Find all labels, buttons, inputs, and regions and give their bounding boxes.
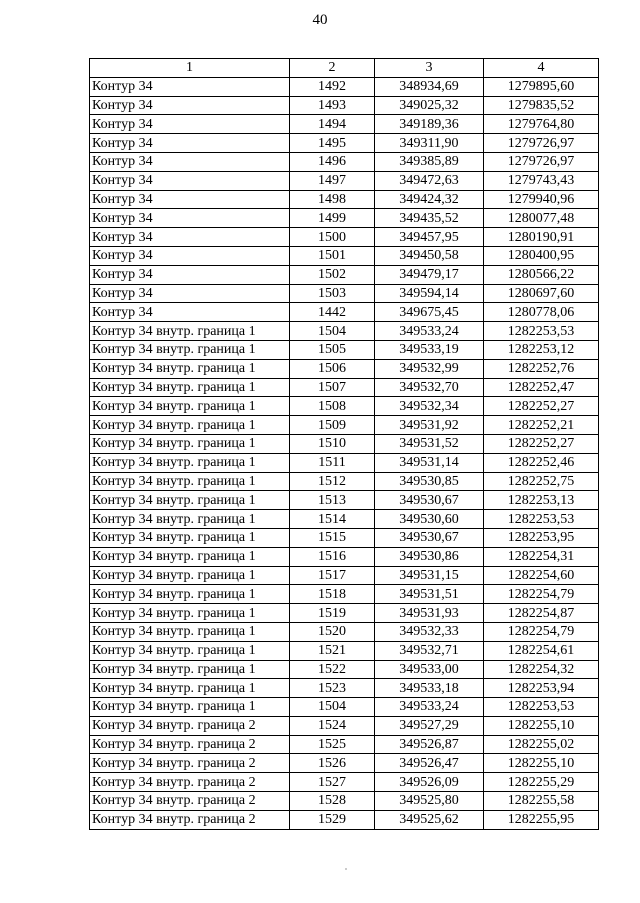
contour-name-cell: Контур 34 внутр. граница 1 — [90, 416, 290, 435]
table-row — [90, 754, 599, 773]
x-coordinate-cell: 349533,24 — [375, 322, 484, 341]
x-coordinate-cell: 349472,63 — [375, 171, 484, 190]
contour-name-cell: Контур 34 внутр. граница 1 — [90, 397, 290, 416]
scan-artifact — [345, 868, 347, 870]
table-body — [90, 77, 599, 829]
x-coordinate-cell: 349525,80 — [375, 792, 484, 811]
point-number-cell: 1498 — [290, 190, 375, 209]
contour-name-cell: Контур 34 внутр. граница 1 — [90, 322, 290, 341]
table-row — [90, 397, 599, 416]
x-coordinate-cell: 349385,89 — [375, 152, 484, 171]
point-number-cell: 1499 — [290, 209, 375, 228]
point-number-cell: 1513 — [290, 491, 375, 510]
contour-name-cell: Контур 34 внутр. граница 1 — [90, 585, 290, 604]
table-row — [90, 472, 599, 491]
y-coordinate-cell: 1282254,79 — [484, 585, 599, 604]
point-number-cell: 1515 — [290, 528, 375, 547]
contour-name-cell: Контур 34 — [90, 228, 290, 247]
y-coordinate-cell: 1282254,87 — [484, 604, 599, 623]
x-coordinate-cell: 349532,70 — [375, 378, 484, 397]
point-number-cell: 1523 — [290, 679, 375, 698]
contour-name-cell: Контур 34 внутр. граница 1 — [90, 472, 290, 491]
point-number-cell: 1518 — [290, 585, 375, 604]
y-coordinate-cell: 1280566,22 — [484, 265, 599, 284]
contour-name-cell: Контур 34 внутр. граница 2 — [90, 716, 290, 735]
y-coordinate-cell: 1282252,76 — [484, 359, 599, 378]
point-number-cell: 1510 — [290, 434, 375, 453]
table-row — [90, 340, 599, 359]
table-row — [90, 735, 599, 754]
table-row — [90, 528, 599, 547]
contour-name-cell: Контур 34 — [90, 115, 290, 134]
x-coordinate-cell: 349530,67 — [375, 528, 484, 547]
y-coordinate-cell: 1280778,06 — [484, 303, 599, 322]
point-number-cell: 1519 — [290, 604, 375, 623]
contour-name-cell: Контур 34 внутр. граница 1 — [90, 453, 290, 472]
y-coordinate-cell: 1282254,31 — [484, 547, 599, 566]
y-coordinate-cell: 1282255,10 — [484, 716, 599, 735]
table-row — [90, 77, 599, 96]
y-coordinate-cell: 1279895,60 — [484, 77, 599, 96]
point-number-cell: 1520 — [290, 622, 375, 641]
table-row — [90, 679, 599, 698]
table-row — [90, 416, 599, 435]
contour-name-cell: Контур 34 — [90, 171, 290, 190]
contour-name-cell: Контур 34 внутр. граница 1 — [90, 604, 290, 623]
contour-name-cell: Контур 34 — [90, 246, 290, 265]
x-coordinate-cell: 349526,47 — [375, 754, 484, 773]
x-coordinate-cell: 349450,58 — [375, 246, 484, 265]
x-coordinate-cell: 349435,52 — [375, 209, 484, 228]
x-coordinate-cell: 349530,67 — [375, 491, 484, 510]
contour-name-cell: Контур 34 внутр. граница 1 — [90, 622, 290, 641]
x-coordinate-cell: 349532,99 — [375, 359, 484, 378]
table-row — [90, 604, 599, 623]
point-number-cell: 1509 — [290, 416, 375, 435]
x-coordinate-cell: 349533,24 — [375, 698, 484, 717]
y-coordinate-cell: 1279835,52 — [484, 96, 599, 115]
y-coordinate-cell: 1280400,95 — [484, 246, 599, 265]
table-row — [90, 171, 599, 190]
contour-name-cell: Контур 34 внутр. граница 2 — [90, 735, 290, 754]
x-coordinate-cell: 349530,60 — [375, 510, 484, 529]
contour-name-cell: Контур 34 внутр. граница 1 — [90, 641, 290, 660]
contour-name-cell: Контур 34 — [90, 190, 290, 209]
contour-name-cell: Контур 34 — [90, 96, 290, 115]
point-number-cell: 1529 — [290, 810, 375, 829]
x-coordinate-cell: 349533,19 — [375, 340, 484, 359]
table-row — [90, 115, 599, 134]
y-coordinate-cell: 1282255,29 — [484, 773, 599, 792]
y-coordinate-cell: 1282252,47 — [484, 378, 599, 397]
contour-name-cell: Контур 34 внутр. граница 2 — [90, 810, 290, 829]
contour-name-cell: Контур 34 внутр. граница 1 — [90, 491, 290, 510]
contour-name-cell: Контур 34 внутр. граница 2 — [90, 792, 290, 811]
y-coordinate-cell: 1279743,43 — [484, 171, 599, 190]
contour-name-cell: Контур 34 внутр. граница 1 — [90, 566, 290, 585]
table-row — [90, 641, 599, 660]
header-col-1: 1 — [90, 59, 290, 78]
point-number-cell: 1527 — [290, 773, 375, 792]
contour-name-cell: Контур 34 внутр. граница 1 — [90, 340, 290, 359]
x-coordinate-cell: 349531,92 — [375, 416, 484, 435]
point-number-cell: 1525 — [290, 735, 375, 754]
header-row — [90, 59, 599, 78]
y-coordinate-cell: 1282255,10 — [484, 754, 599, 773]
point-number-cell: 1522 — [290, 660, 375, 679]
table-row — [90, 246, 599, 265]
x-coordinate-cell: 349530,85 — [375, 472, 484, 491]
y-coordinate-cell: 1280190,91 — [484, 228, 599, 247]
header-col-4: 4 — [484, 59, 599, 78]
table-row — [90, 547, 599, 566]
table-row — [90, 134, 599, 153]
contour-name-cell: Контур 34 внутр. граница 1 — [90, 510, 290, 529]
contour-name-cell: Контур 34 внутр. граница 1 — [90, 434, 290, 453]
point-number-cell: 1506 — [290, 359, 375, 378]
point-number-cell: 1512 — [290, 472, 375, 491]
x-coordinate-cell: 349675,45 — [375, 303, 484, 322]
x-coordinate-cell: 349479,17 — [375, 265, 484, 284]
y-coordinate-cell: 1282253,95 — [484, 528, 599, 547]
x-coordinate-cell: 349594,14 — [375, 284, 484, 303]
y-coordinate-cell: 1279764,80 — [484, 115, 599, 134]
table-row — [90, 810, 599, 829]
x-coordinate-cell: 349530,86 — [375, 547, 484, 566]
x-coordinate-cell: 348934,69 — [375, 77, 484, 96]
y-coordinate-cell: 1282252,46 — [484, 453, 599, 472]
table-row — [90, 265, 599, 284]
table-row — [90, 96, 599, 115]
table-header — [90, 59, 599, 78]
point-number-cell: 1528 — [290, 792, 375, 811]
y-coordinate-cell: 1282254,32 — [484, 660, 599, 679]
point-number-cell: 1495 — [290, 134, 375, 153]
x-coordinate-cell: 349531,51 — [375, 585, 484, 604]
point-number-cell: 1504 — [290, 322, 375, 341]
y-coordinate-cell: 1282254,60 — [484, 566, 599, 585]
y-coordinate-cell: 1282253,13 — [484, 491, 599, 510]
table-row — [90, 660, 599, 679]
y-coordinate-cell: 1279726,97 — [484, 152, 599, 171]
point-number-cell: 1511 — [290, 453, 375, 472]
x-coordinate-cell: 349527,29 — [375, 716, 484, 735]
contour-name-cell: Контур 34 внутр. граница 2 — [90, 754, 290, 773]
contour-name-cell: Контур 34 — [90, 303, 290, 322]
y-coordinate-cell: 1282252,27 — [484, 397, 599, 416]
contour-name-cell: Контур 34 — [90, 77, 290, 96]
header-col-2: 2 — [290, 59, 375, 78]
table-row — [90, 359, 599, 378]
point-number-cell: 1507 — [290, 378, 375, 397]
table-row — [90, 190, 599, 209]
contour-name-cell: Контур 34 внутр. граница 1 — [90, 679, 290, 698]
header-col-3: 3 — [375, 59, 484, 78]
point-number-cell: 1492 — [290, 77, 375, 96]
y-coordinate-cell: 1282253,53 — [484, 322, 599, 341]
y-coordinate-cell: 1282252,27 — [484, 434, 599, 453]
table-row — [90, 209, 599, 228]
y-coordinate-cell: 1282252,21 — [484, 416, 599, 435]
point-number-cell: 1526 — [290, 754, 375, 773]
y-coordinate-cell: 1282254,61 — [484, 641, 599, 660]
coordinates-table — [89, 58, 599, 830]
x-coordinate-cell: 349457,95 — [375, 228, 484, 247]
y-coordinate-cell: 1282253,12 — [484, 340, 599, 359]
table-row — [90, 228, 599, 247]
x-coordinate-cell: 349533,18 — [375, 679, 484, 698]
contour-name-cell: Контур 34 внутр. граница 2 — [90, 773, 290, 792]
x-coordinate-cell: 349526,09 — [375, 773, 484, 792]
table-row — [90, 622, 599, 641]
x-coordinate-cell: 349531,52 — [375, 434, 484, 453]
x-coordinate-cell: 349025,32 — [375, 96, 484, 115]
contour-name-cell: Контур 34 внутр. граница 1 — [90, 660, 290, 679]
table-row — [90, 792, 599, 811]
x-coordinate-cell: 349526,87 — [375, 735, 484, 754]
y-coordinate-cell: 1279940,96 — [484, 190, 599, 209]
point-number-cell: 1500 — [290, 228, 375, 247]
point-number-cell: 1517 — [290, 566, 375, 585]
x-coordinate-cell: 349532,33 — [375, 622, 484, 641]
y-coordinate-cell: 1282253,53 — [484, 698, 599, 717]
point-number-cell: 1508 — [290, 397, 375, 416]
contour-name-cell: Контур 34 — [90, 134, 290, 153]
y-coordinate-cell: 1282254,79 — [484, 622, 599, 641]
point-number-cell: 1503 — [290, 284, 375, 303]
point-number-cell: 1494 — [290, 115, 375, 134]
x-coordinate-cell: 349532,34 — [375, 397, 484, 416]
y-coordinate-cell: 1282255,58 — [484, 792, 599, 811]
x-coordinate-cell: 349311,90 — [375, 134, 484, 153]
point-number-cell: 1496 — [290, 152, 375, 171]
point-number-cell: 1505 — [290, 340, 375, 359]
point-number-cell: 1493 — [290, 96, 375, 115]
contour-name-cell: Контур 34 — [90, 209, 290, 228]
point-number-cell: 1521 — [290, 641, 375, 660]
y-coordinate-cell: 1279726,97 — [484, 134, 599, 153]
point-number-cell: 1497 — [290, 171, 375, 190]
x-coordinate-cell: 349532,71 — [375, 641, 484, 660]
table-row — [90, 698, 599, 717]
x-coordinate-cell: 349424,32 — [375, 190, 484, 209]
y-coordinate-cell: 1280077,48 — [484, 209, 599, 228]
table-row — [90, 378, 599, 397]
table-row — [90, 585, 599, 604]
y-coordinate-cell: 1282255,02 — [484, 735, 599, 754]
table-row — [90, 322, 599, 341]
y-coordinate-cell: 1282253,94 — [484, 679, 599, 698]
table-row — [90, 303, 599, 322]
table-row — [90, 453, 599, 472]
contour-name-cell: Контур 34 внутр. граница 1 — [90, 547, 290, 566]
contour-name-cell: Контур 34 внутр. граница 1 — [90, 528, 290, 547]
x-coordinate-cell: 349525,62 — [375, 810, 484, 829]
x-coordinate-cell: 349533,00 — [375, 660, 484, 679]
table-row — [90, 434, 599, 453]
contour-name-cell: Контур 34 — [90, 265, 290, 284]
y-coordinate-cell: 1282255,95 — [484, 810, 599, 829]
y-coordinate-cell: 1282252,75 — [484, 472, 599, 491]
table-row — [90, 510, 599, 529]
table-row — [90, 773, 599, 792]
x-coordinate-cell: 349189,36 — [375, 115, 484, 134]
x-coordinate-cell: 349531,14 — [375, 453, 484, 472]
table-row — [90, 566, 599, 585]
y-coordinate-cell: 1280697,60 — [484, 284, 599, 303]
x-coordinate-cell: 349531,93 — [375, 604, 484, 623]
point-number-cell: 1502 — [290, 265, 375, 284]
point-number-cell: 1504 — [290, 698, 375, 717]
table-row — [90, 152, 599, 171]
point-number-cell: 1442 — [290, 303, 375, 322]
contour-name-cell: Контур 34 — [90, 152, 290, 171]
table-row — [90, 716, 599, 735]
contour-name-cell: Контур 34 — [90, 284, 290, 303]
table-row — [90, 491, 599, 510]
y-coordinate-cell: 1282253,53 — [484, 510, 599, 529]
point-number-cell: 1501 — [290, 246, 375, 265]
page-number: 40 — [312, 12, 328, 28]
point-number-cell: 1524 — [290, 716, 375, 735]
table-row — [90, 284, 599, 303]
point-number-cell: 1514 — [290, 510, 375, 529]
contour-name-cell: Контур 34 внутр. граница 1 — [90, 359, 290, 378]
contour-name-cell: Контур 34 внутр. граница 1 — [90, 698, 290, 717]
point-number-cell: 1516 — [290, 547, 375, 566]
x-coordinate-cell: 349531,15 — [375, 566, 484, 585]
contour-name-cell: Контур 34 внутр. граница 1 — [90, 378, 290, 397]
